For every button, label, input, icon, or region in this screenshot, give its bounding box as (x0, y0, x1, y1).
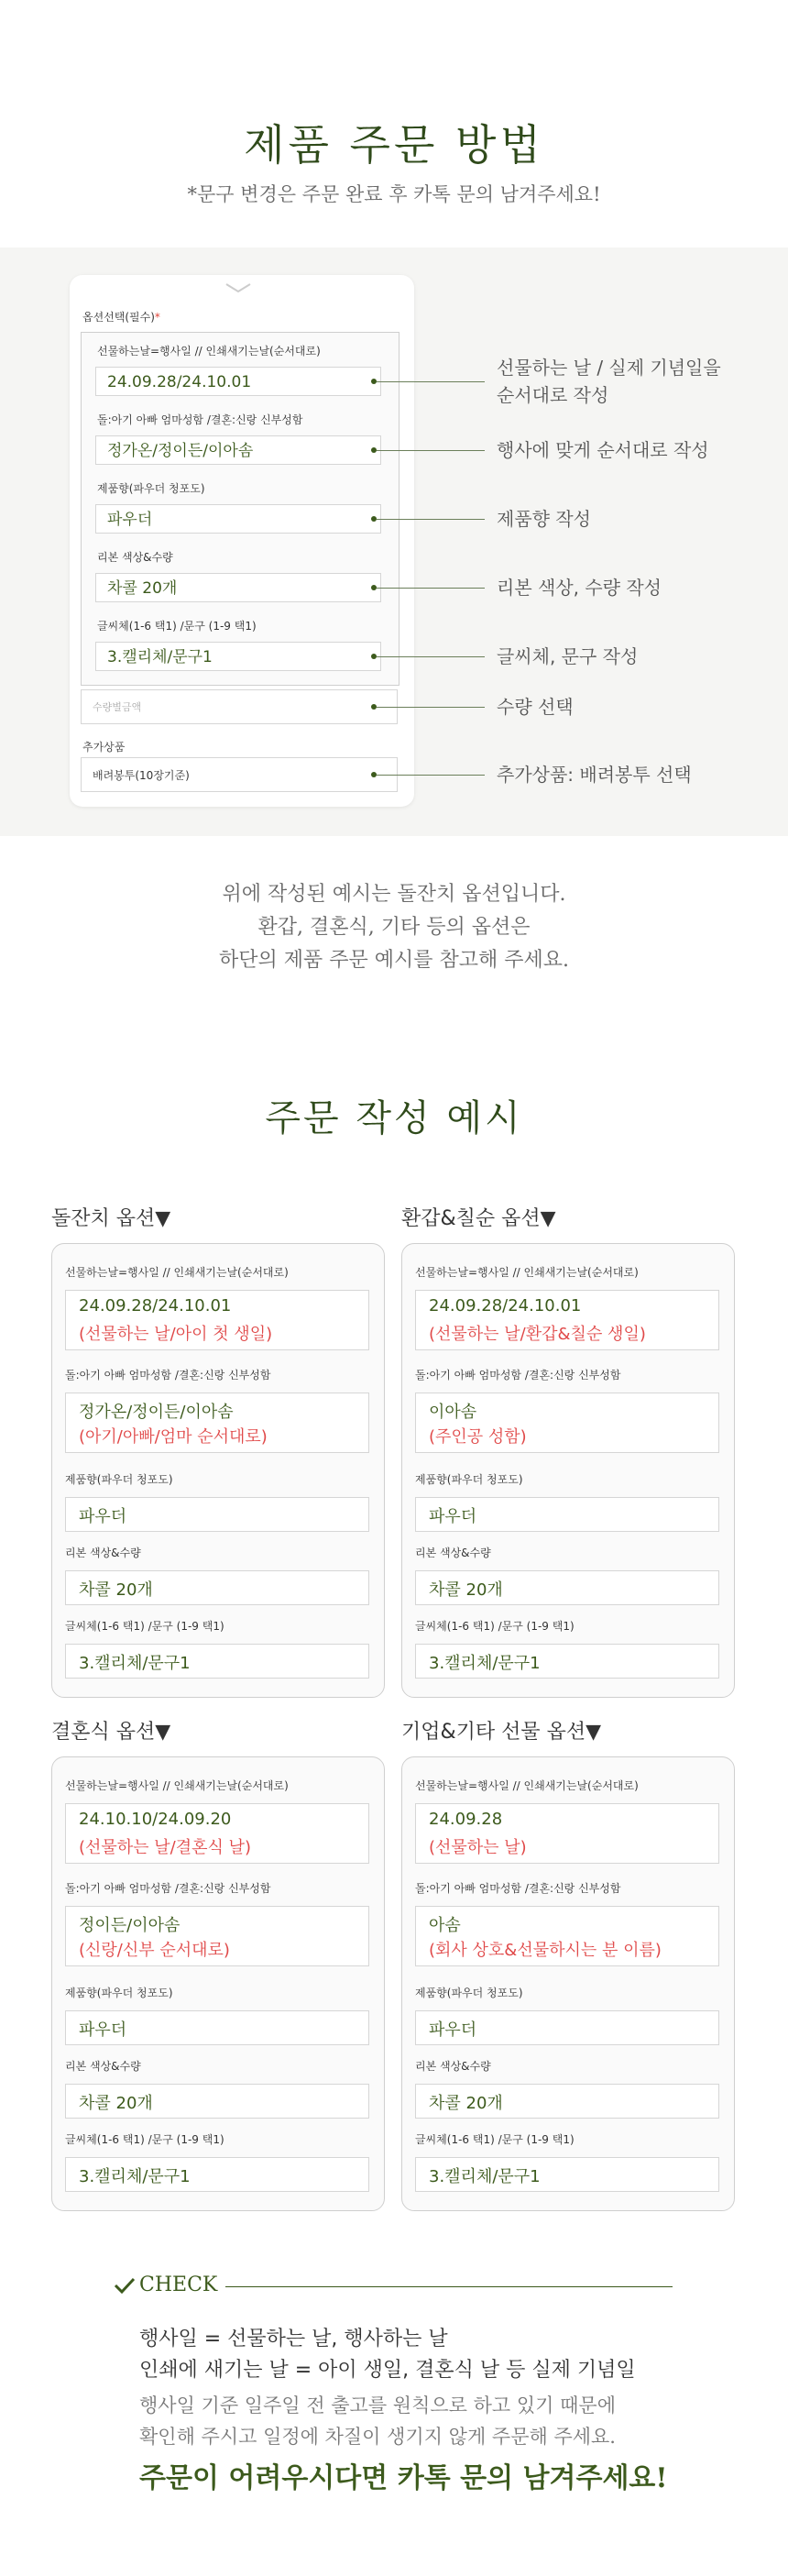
example-font-field: 3.캘리체/문구1 (415, 1644, 719, 1679)
example-label: 리본 색상&수량 (65, 2060, 141, 2073)
example-date-field (65, 1290, 369, 1350)
example-label: 리본 색상&수량 (415, 1547, 491, 1559)
example-names-field (65, 1393, 369, 1453)
required-mark: * (154, 311, 160, 324)
example-label: 글씨체(1-6 택1) /문구 (1-9 택1) (415, 1620, 575, 1633)
example-scent-field: 파우더 (65, 2010, 369, 2045)
field-label-date: 선물하는날=행사일 // 인쇄새기는날(순서대로) (97, 345, 321, 358)
check-note: 행사일 기준 일주일 전 출고를 원칙으로 하고 있기 때문에 (139, 2394, 616, 2416)
example-label: 제품향(파우더 청포도) (65, 1473, 173, 1486)
field-label-names: 돌:아기 아빠 엄마성함 /결혼:신랑 신부성함 (97, 413, 303, 426)
example-card-corporate (401, 1756, 735, 2211)
example-names-value: 아솜 (429, 1916, 461, 1935)
example-card-hwangap (401, 1243, 735, 1698)
example-ribbon-field: 차콜 20개 (65, 1570, 369, 1605)
example-date-field (65, 1803, 369, 1864)
example-names-note: (주인공 성함) (429, 1427, 527, 1447)
example-heading: 기업&기타 선물 옵션▼ (401, 1721, 602, 1744)
example-date-value: 24.09.28 (429, 1810, 503, 1829)
example-heading: 돌잔치 옵션▼ (51, 1207, 171, 1230)
example-date-note: (선물하는 날/결혼식 날) (79, 1838, 252, 1857)
example-card-wedding (51, 1756, 385, 2211)
page-subtitle: *문구 변경은 주문 완료 후 카톡 문의 남겨주세요! (187, 183, 601, 205)
example-names-note: (회사 상호&선물하시는 분 이름) (429, 1941, 662, 1960)
connector-line (377, 519, 485, 520)
example-names-value: 정가온/정이든/이아솜 (79, 1403, 234, 1422)
field-label-ribbon: 리본 색상&수량 (97, 551, 173, 564)
example-date-value: 24.09.28/24.10.01 (429, 1296, 582, 1316)
connector-line (377, 656, 485, 657)
connector-line (377, 450, 485, 451)
example-names-value: 정이든/이아솜 (79, 1916, 181, 1935)
chevron-down-icon[interactable] (224, 281, 252, 295)
notice-text (0, 878, 788, 977)
examples-title: 주문 작성 예시 (265, 1097, 523, 1139)
example-label: 선물하는날=행사일 // 인쇄새기는날(순서대로) (65, 1779, 289, 1792)
example-label: 제품향(파우더 청포도) (415, 1473, 523, 1486)
example-names-value: 이아솜 (429, 1403, 477, 1422)
example-scent-field: 파우더 (65, 1497, 369, 1532)
field-label-font: 글씨체(1-6 택1) /문구 (1-9 택1) (97, 620, 257, 633)
annotation-date-1: 선물하는 날 / 실제 기념일을 (497, 357, 721, 379)
check-heading: CHECK (139, 2273, 218, 2296)
example-scent-field: 파우더 (415, 2010, 719, 2045)
example-date-note: (선물하는 날) (429, 1838, 527, 1857)
example-names-field (415, 1906, 719, 1966)
example-label: 선물하는날=행사일 // 인쇄새기는날(순서대로) (65, 1266, 289, 1279)
example-label: 선물하는날=행사일 // 인쇄새기는날(순서대로) (415, 1266, 639, 1279)
example-date-field (415, 1803, 719, 1864)
example-names-note: (아기/아빠/엄마 순서대로) (79, 1427, 268, 1447)
annotation-font: 글씨체, 문구 작성 (497, 645, 639, 667)
field-label-scent: 제품향(파우더 청포도) (97, 482, 205, 495)
example-label: 돌:아기 아빠 엄마성함 /결혼:신랑 신부성함 (65, 1369, 271, 1382)
example-date-note: (선물하는 날/환갑&칠순 생일) (429, 1325, 646, 1344)
example-label: 제품향(파우더 청포도) (65, 1987, 173, 1999)
example-font-field: 3.캘리체/문구1 (65, 1644, 369, 1679)
font-phrase-field[interactable]: 3.캘리체/문구1 (95, 642, 381, 671)
check-line: 인쇄에 새기는 날 = 아이 생일, 결혼식 날 등 실제 기념일 (139, 2359, 636, 2382)
example-names-note: (신랑/신부 순서대로) (79, 1941, 230, 1960)
example-date-note: (선물하는 날/아이 첫 생일) (79, 1325, 273, 1344)
example-font-field: 3.캘리체/문구1 (415, 2157, 719, 2192)
annotation-names: 행사에 맞게 순서대로 작성 (497, 439, 709, 461)
example-label: 글씨체(1-6 택1) /문구 (1-9 택1) (65, 2133, 224, 2146)
example-label: 돌:아기 아빠 엄마성함 /결혼:신랑 신부성함 (65, 1882, 271, 1895)
addon-select[interactable]: 배려봉투(10장기준) (81, 757, 398, 792)
quantity-select[interactable]: 수량별금액 (81, 689, 398, 724)
annotation-scent: 제품향 작성 (497, 508, 591, 530)
example-heading: 결혼식 옵션▼ (51, 1721, 171, 1744)
check-divider (225, 2286, 673, 2287)
example-label: 선물하는날=행사일 // 인쇄새기는날(순서대로) (415, 1779, 639, 1792)
example-ribbon-field: 차콜 20개 (415, 1570, 719, 1605)
example-label: 돌:아기 아빠 엄마성함 /결혼:신랑 신부성함 (415, 1369, 621, 1382)
example-card-doljanchi (51, 1243, 385, 1698)
notice-line: 위에 작성된 예시는 돌잔치 옵션입니다. (222, 883, 566, 906)
checkmark-icon (114, 2277, 136, 2294)
annotation-ribbon: 리본 색상, 수량 작성 (497, 577, 662, 599)
example-ribbon-field: 차콜 20개 (415, 2084, 719, 2119)
example-date-value: 24.10.10/24.09.20 (79, 1810, 232, 1829)
connector-line (377, 707, 485, 708)
connector-line (377, 588, 485, 589)
check-note: 확인해 주시고 일정에 차질이 생기지 않게 주문해 주세요. (139, 2426, 616, 2448)
scent-field[interactable]: 파우더 (95, 504, 381, 534)
date-field[interactable]: 24.09.28/24.10.01 (95, 367, 381, 396)
example-label: 글씨체(1-6 택1) /문구 (1-9 택1) (415, 2133, 575, 2146)
check-line: 행사일 = 선물하는 날, 행사하는 날 (139, 2328, 448, 2350)
page-title: 제품 주문 방법 (244, 120, 544, 170)
option-select-label: 옵션선택(필수)* (82, 311, 160, 324)
connector-line (377, 775, 485, 776)
example-heading: 환갑&칠순 옵션▼ (401, 1207, 556, 1230)
annotation-quantity: 수량 선택 (497, 696, 574, 718)
example-date-field (415, 1290, 719, 1350)
example-label: 제품향(파우더 청포도) (415, 1987, 523, 1999)
ribbon-field[interactable]: 차콜 20개 (95, 573, 381, 602)
example-label: 리본 색상&수량 (415, 2060, 491, 2073)
notice-line: 하단의 제품 주문 예시를 참고해 주세요. (219, 949, 569, 972)
annotation-addon: 추가상품: 배려봉투 선택 (497, 764, 692, 786)
annotation-date-2: 순서대로 작성 (497, 384, 609, 406)
example-scent-field: 파우더 (415, 1497, 719, 1532)
example-names-field (65, 1906, 369, 1966)
connector-line (377, 381, 485, 382)
example-ribbon-field: 차콜 20개 (65, 2084, 369, 2119)
addon-label: 추가상품 (82, 741, 126, 754)
notice-line: 환갑, 결혼식, 기타 등의 옵션은 (257, 916, 531, 939)
example-label: 리본 색상&수량 (65, 1547, 141, 1559)
names-field[interactable]: 정가온/정이든/이아솜 (95, 435, 381, 465)
example-font-field: 3.캘리체/문구1 (65, 2157, 369, 2192)
example-date-value: 24.09.28/24.10.01 (79, 1296, 232, 1316)
example-label: 돌:아기 아빠 엄마성함 /결혼:신랑 신부성함 (415, 1882, 621, 1895)
example-label: 글씨체(1-6 택1) /문구 (1-9 택1) (65, 1620, 224, 1633)
example-names-field (415, 1393, 719, 1453)
kakao-inquiry-notice: 주문이 어려우시다면 카톡 문의 남겨주세요! (139, 2462, 668, 2494)
